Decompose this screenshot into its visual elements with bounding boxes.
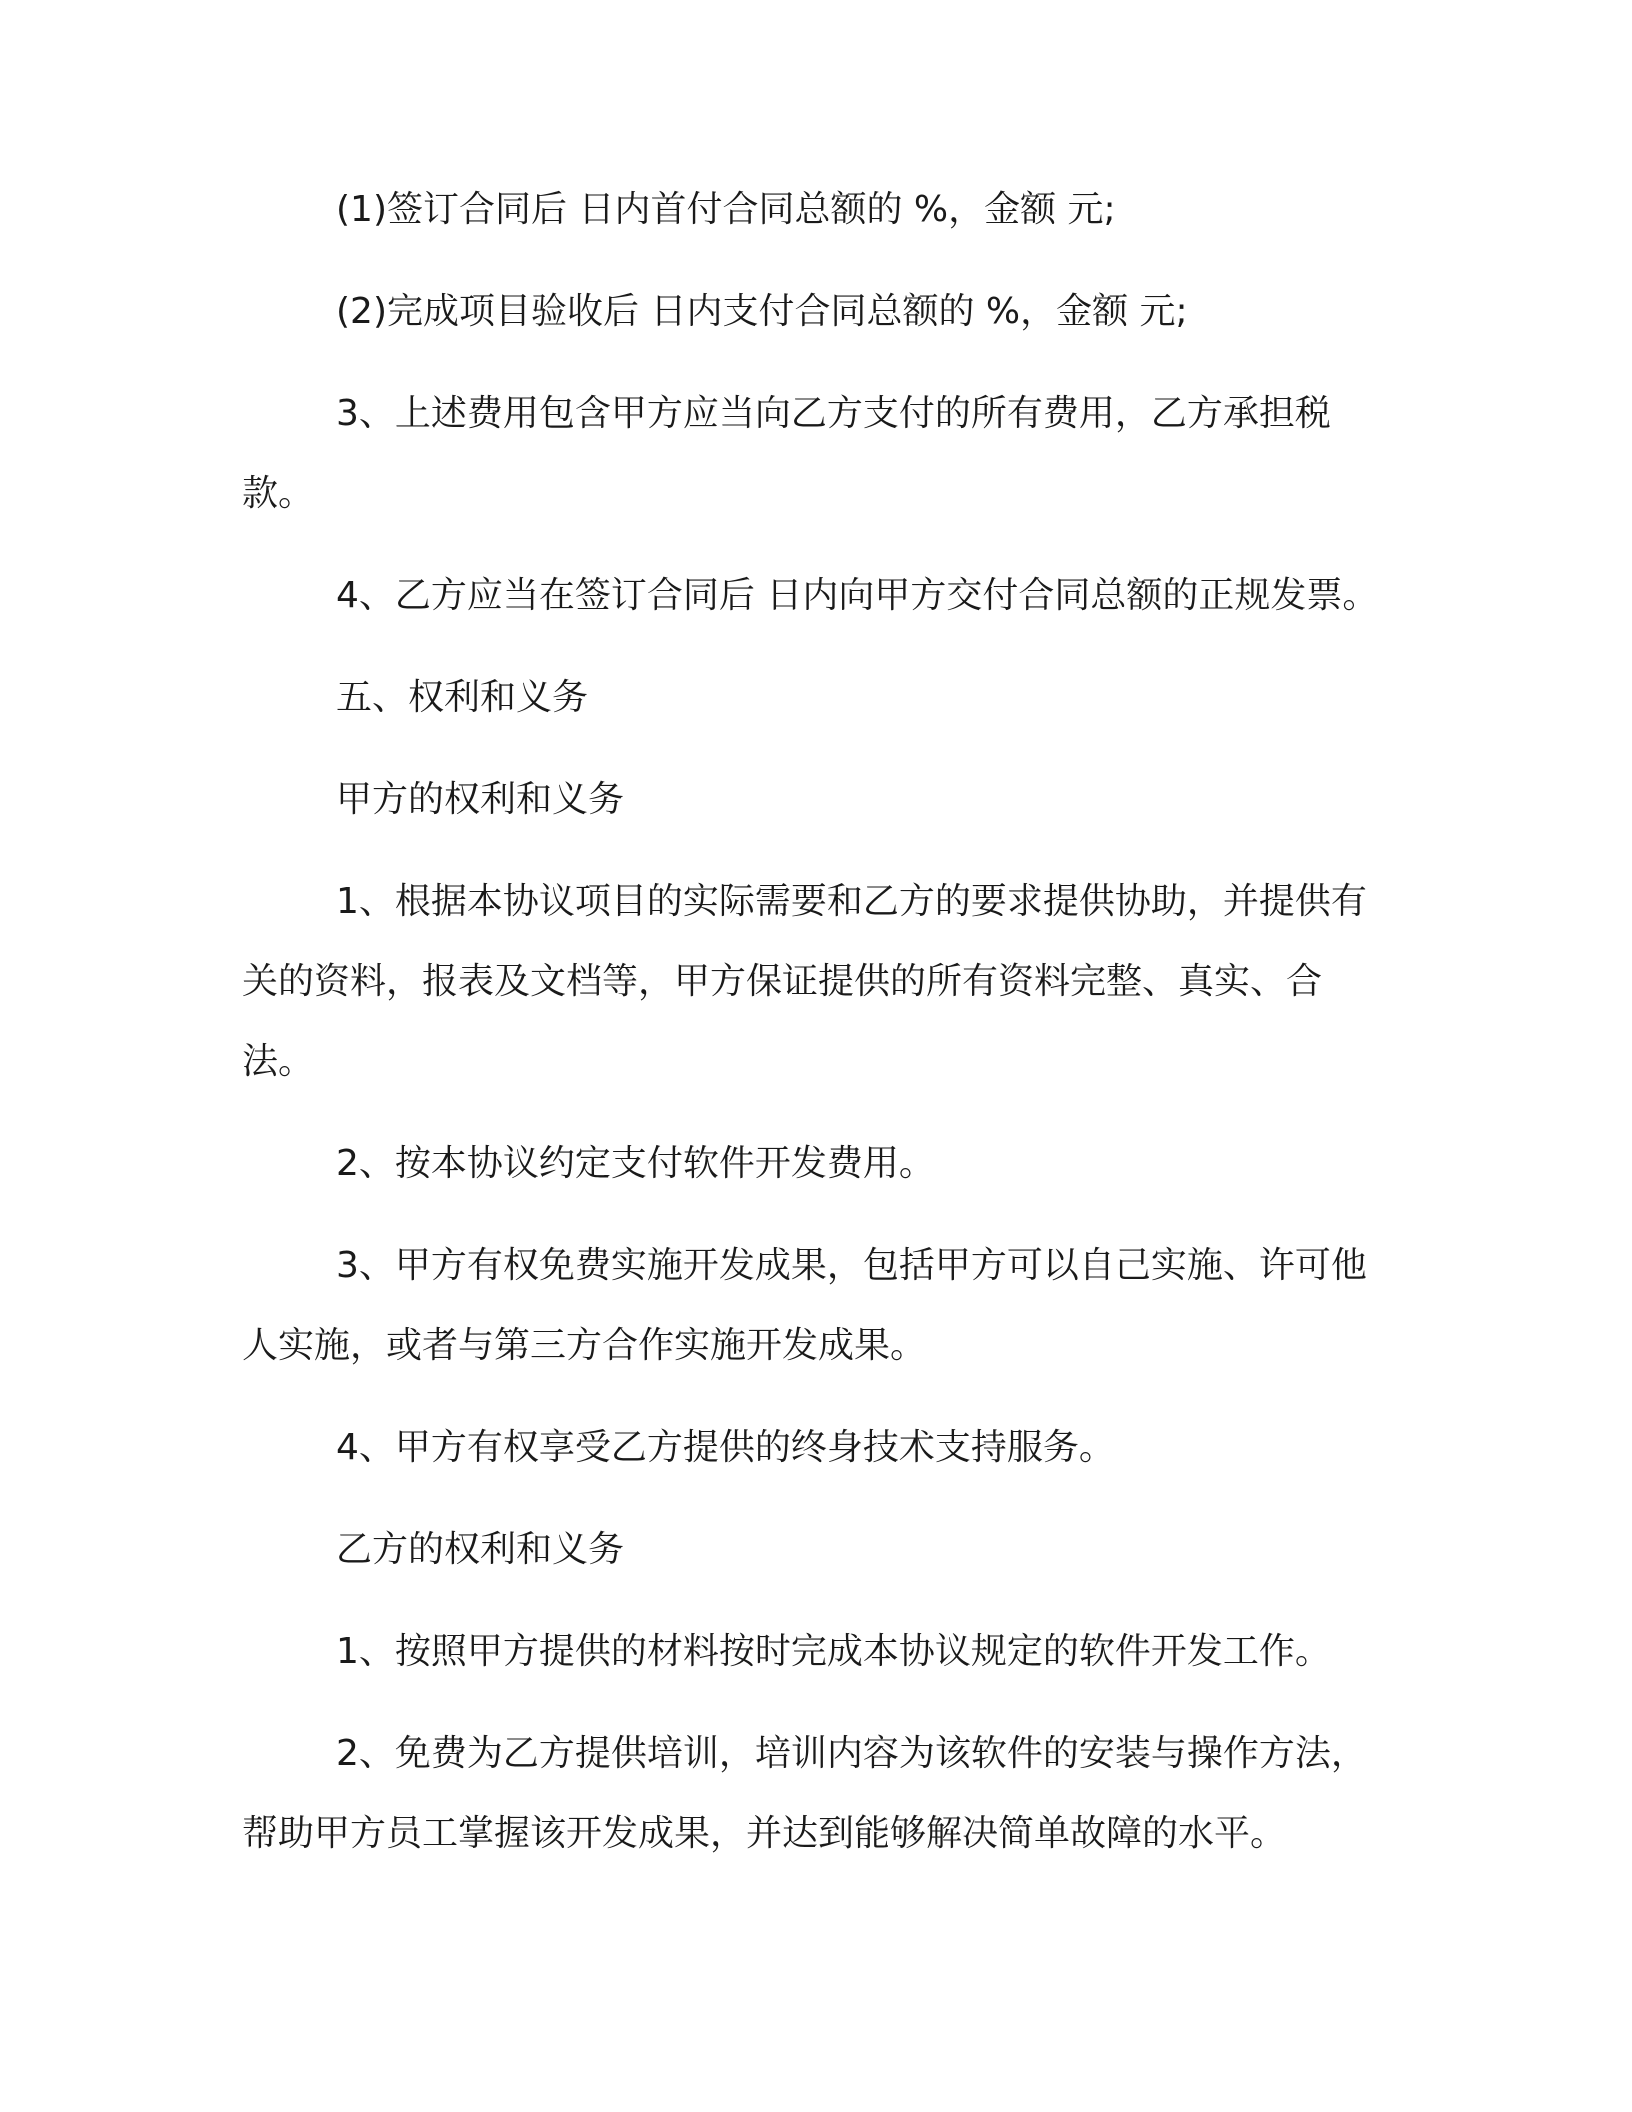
document-body [242,170,1392,1896]
subheading-party-a: 甲方的权利和义务 [336,779,625,820]
payment-term-1: (1)签订合同后 日内首付合同总额的 %，金额 元; [336,189,1116,230]
party-b-clause-1: 1、按照甲方提供的材料按时完成本协议规定的软件开发工作。 [336,1631,1331,1672]
party-a-clause-3: 3、甲方有权免费实施开发成果，包括甲方可以自己实施、许可他人实施，或者与第三方合作实施开发成果。 [242,1245,1367,1366]
payment-term-2: (2)完成项目验收后 日内支付合同总额的 %，金额 元; [336,291,1188,332]
subheading-party-b: 乙方的权利和义务 [336,1529,625,1570]
party-a-clause-4: 4、甲方有权享受乙方提供的终身技术支持服务。 [336,1427,1115,1468]
clause-fees-tax: 3、上述费用包含甲方应当向乙方支付的所有费用，乙方承担税款。 [242,393,1331,514]
section-heading-rights: 五、权利和义务 [336,677,589,718]
party-a-clause-2: 2、按本协议约定支付软件开发费用。 [336,1143,935,1184]
party-a-clause-1: 1、根据本协议项目的实际需要和乙方的要求提供协助，并提供有关的资料，报表及文档等，甲方保证提供的所有资料完整、真实、合法。 [242,881,1367,1082]
party-b-clause-2: 2、免费为乙方提供培训，培训内容为该软件的安装与操作方法，帮助甲方员工掌握该开发成果，并达到能够解决简单故障的水平。 [242,1733,1367,1854]
clause-invoice: 4、乙方应当在签订合同后 日内向甲方交付合同总额的正规发票。 [336,575,1379,616]
